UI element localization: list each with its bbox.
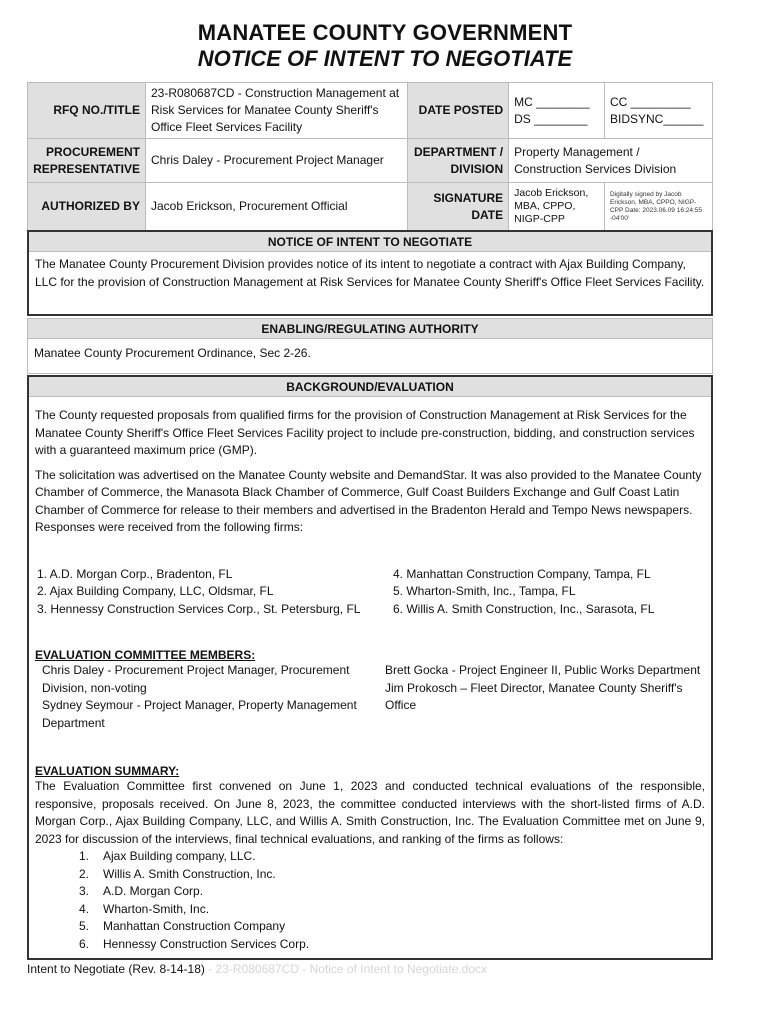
background-paragraph-2: The solicitation was advertised on the Manatee County website and DemandStar. It was also provided to the Manatee County Chamber of Commerce, the Manasota Black Chamber of Commerce, Gulf Coast Builders Exchange and Gulf Coast Latin Chamber of Commerce for release to their members and advertised in the Bradenton Herald and Tempo News newspapers. Responses were received from the following firms: [35,467,702,534]
authority-heading: ENABLING/REGULATING AUTHORITY [28,319,712,339]
authorized-by-label: AUTHORIZED BY [28,183,146,231]
rfq-label: RFQ NO./TITLE [28,83,146,139]
list-item: 1. A.D. Morgan Corp., Bradenton, FL [37,566,233,581]
signature-date-label: SIGNATURE DATE [408,183,509,231]
list-item: 6. Willis A. Smith Construction, Inc., Sarasota, FL [393,601,655,616]
list-item: 1. Ajax Building company, LLC. [79,849,256,863]
list-item: 6. Hennessy Construction Services Corp. [79,936,310,951]
summary-heading: EVALUATION SUMMARY: [35,764,180,778]
bidsync-field: BIDSYNC______ [609,111,704,126]
list-item: 5. Wharton-Smith, Inc., Tampa, FL [393,584,576,598]
ranking-list [79,848,705,953]
summary-text: The Evaluation Committee first convened on June 1, 2023 and conducted technical evaluations of the responsible, responsive, proposals received. On June 8, 2023, the committee conducted interviews with the short-listed firms of A.D. Morgan Corp., Ajax Building Company, LLC, and Willis A. Smith Construction, Inc. The Evaluation Committee met on June 9, 2023 for discussion of the interviews, final technical evaluations, and ranking of the firms as follows: [35,779,705,846]
authority-section [27,318,713,374]
list-item: 2. Willis A. Smith Construction, Inc. [79,866,276,881]
list-item: 2. Ajax Building Company, LLC, Oldsmar, FL [37,584,274,598]
procurement-rep-value: Chris Daley - Procurement Project Manager [145,139,407,183]
mc-field: MC ________ [514,94,590,109]
list-item: Jim Prokosch – Fleet Director, Manatee County Sheriff's Office [385,680,683,712]
document-subtitle: NOTICE OF INTENT TO NEGOTIATE [197,46,573,71]
notice-heading: NOTICE OF INTENT TO NEGOTIATE [29,232,711,252]
procurement-rep-label: PROCUREMENT REPRESENTATIVE [28,139,146,183]
mc-ds-cell [509,83,605,139]
list-item: Sydney Seymour - Project Manager, Property Management Department [42,698,357,730]
ds-field: DS ________ [514,111,588,126]
footer-form-revision: Intent to Negotiate (Rev. 8-14-18) [27,962,205,976]
committee-list [29,662,711,732]
department-label: DEPARTMENT / DIVISION [408,139,509,183]
list-item: Brett Gocka - Project Engineer II, Public Works Department [385,663,701,677]
authorized-by-value: Jacob Erickson, Procurement Official [145,183,407,231]
department-value: Property Management / Construction Services Division [509,139,713,183]
info-table [27,82,713,231]
notice-section [27,230,713,316]
authority-text: Manatee County Procurement Ordinance, Sec 2-26. [34,346,311,360]
list-item: 3. Hennessy Construction Services Corp., St. Petersburg, FL [37,601,361,616]
list-item: 3. A.D. Morgan Corp. [79,884,204,898]
list-item: 4. Wharton-Smith, Inc. [79,901,210,916]
footer [27,962,487,976]
footer-filename: - 23-R080687CD - Notice of Intent to Negotiate.docx [204,962,488,976]
document-title: MANATEE COUNTY GOVERNMENT [197,20,573,45]
list-item: 5. Manhattan Construction Company [79,919,286,933]
date-posted-label: DATE POSTED [408,83,509,139]
background-heading: BACKGROUND/EVALUATION [29,377,711,397]
cc-field: CC _________ [609,94,691,109]
digital-signature-stamp: Digitally signed by Jacob Erickson, MBA, CPPO, NIGP-CPP Date: 2023.06.09 16:24:55 -04'00' [604,183,712,231]
committee-heading: EVALUATION COMMITTEE MEMBERS: [35,648,256,662]
list-item: 4. Manhattan Construction Company, Tampa, FL [393,566,651,581]
rfq-value: 23-R080687CD - Construction Management at Risk Services for Manatee County Sheriff's Office Fleet Services Facility [145,83,407,139]
notice-text: The Manatee County Procurement Division provides notice of its intent to negotiate a contract with Ajax Building Company, LLC for the provision of Construction Management at Risk Services for Manatee County Sheriff's Office Fleet Services Facility. [35,257,705,289]
signature-name: Jacob Erickson, MBA, CPPO, NIGP-CPP [509,183,605,231]
background-paragraph-1: The County requested proposals from qualified firms for the provision of Construction Management at Risk Services for the Manatee County Sheriff's Office Fleet Services Facility project to include pre-construction, bidding, and construction services with a guaranteed maximum price (GMP). [35,408,695,457]
background-section [27,375,713,960]
list-item: Chris Daley - Procurement Project Manager, Procurement Division, non-voting [42,663,350,695]
cc-bidsync-cell [604,83,712,139]
firms-list [29,558,711,619]
